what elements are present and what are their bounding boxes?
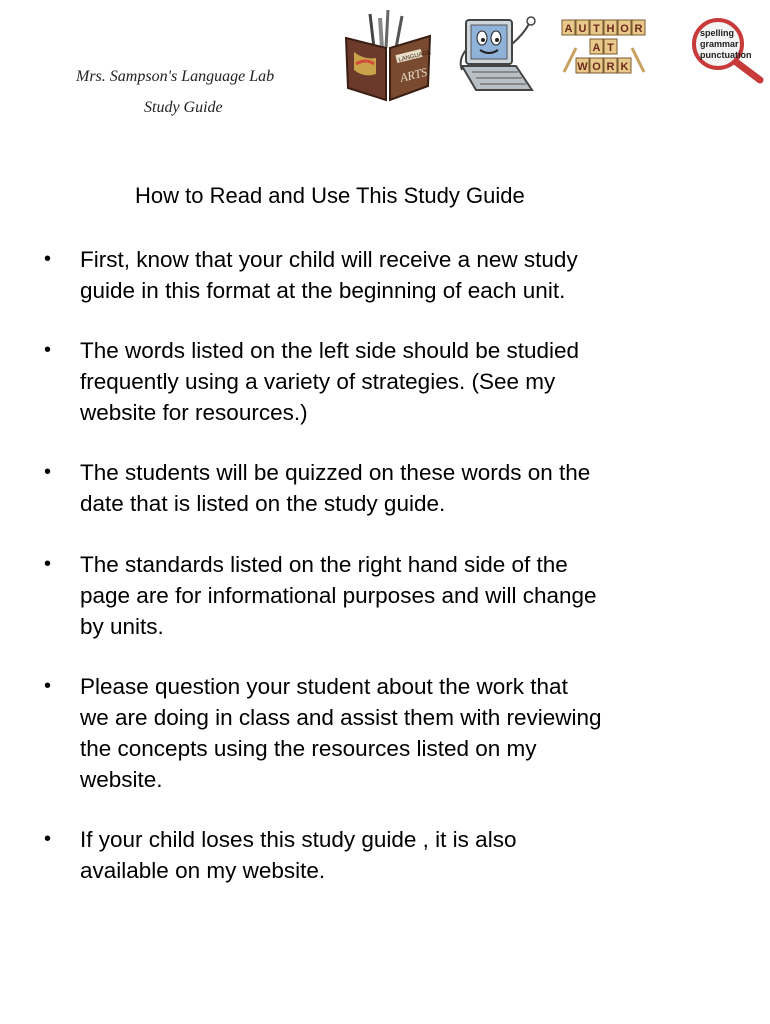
svg-text:A: A — [564, 23, 573, 35]
svg-text:H: H — [606, 23, 615, 35]
svg-text:punctuation: punctuation — [700, 50, 752, 60]
svg-text:R: R — [606, 61, 615, 73]
svg-text:T: T — [593, 23, 600, 35]
list-item-line: frequently using a variety of strategies. (See my — [80, 369, 556, 394]
instruction-list — [44, 244, 744, 886]
svg-text:K: K — [620, 61, 629, 73]
list-item-line: available on my website. — [80, 858, 326, 883]
list-item-line: • The standards listed on the right hand side of the — [80, 552, 568, 577]
list-item — [44, 457, 744, 519]
svg-text:O: O — [592, 61, 601, 73]
magnifier-icon — [684, 18, 768, 84]
svg-text:A: A — [592, 42, 601, 54]
list-item-line: • First, know that your child will receive a new study — [80, 247, 578, 272]
svg-text:U: U — [578, 23, 587, 35]
list-item — [44, 335, 744, 428]
svg-text:O: O — [620, 23, 629, 35]
list-item-line: • Please question your student about the work that — [80, 674, 568, 699]
header-subtitle: Study Guide — [144, 99, 223, 116]
svg-text:ARTS: ARTS — [398, 64, 429, 85]
list-item-line: guide in this format at the beginning of each unit. — [80, 278, 566, 303]
svg-text:W: W — [577, 61, 588, 73]
svg-text:T: T — [607, 42, 614, 54]
page-title: How to Read and Use This Study Guide — [135, 183, 525, 208]
list-item-line: • The words listed on the left side should be studied — [80, 338, 580, 363]
svg-text:grammar: grammar — [700, 39, 739, 49]
list-item — [44, 549, 744, 642]
laptop-mascot-icon — [452, 14, 542, 100]
list-item-line: we are doing in class and assist them with reviewing — [80, 705, 602, 730]
language-arts-book-icon — [340, 8, 436, 104]
list-item-line: by units. — [80, 614, 164, 639]
list-item — [44, 671, 744, 795]
list-item — [44, 244, 744, 306]
list-item-line: website. — [80, 767, 163, 792]
book-label: LANGUAGE — [398, 49, 432, 64]
list-item-line: website for resources.) — [80, 400, 308, 425]
svg-text:spelling: spelling — [700, 28, 735, 38]
list-item-line: • The students will be quizzed on these words on the — [80, 460, 591, 485]
author-at-work-icon — [560, 18, 648, 76]
list-item-line: page are for informational purposes and will change — [80, 583, 597, 608]
list-item-line: • If your child loses this study guide , it is also — [80, 827, 517, 852]
header-title: Mrs. Sampson's Language Lab — [76, 68, 275, 85]
svg-text:R: R — [634, 23, 643, 35]
list-item-line: the concepts using the resources listed on my — [80, 736, 537, 761]
list-item — [44, 824, 744, 886]
list-item-line: date that is listed on the study guide. — [80, 491, 446, 516]
